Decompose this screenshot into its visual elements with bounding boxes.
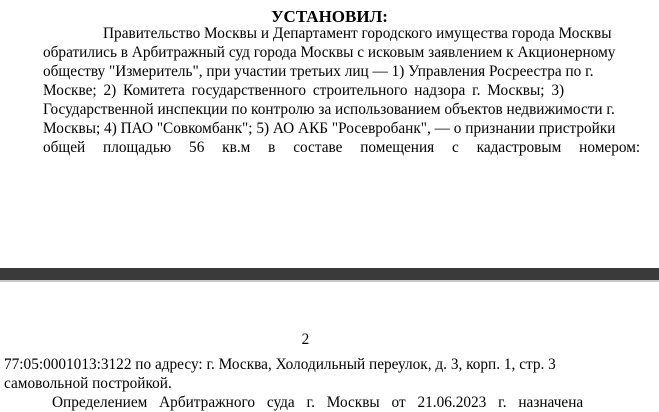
paragraph-line: Правительство Москвы и Департамент городского имущества города Москвы: [103, 25, 612, 42]
page-number: 2: [301, 331, 310, 348]
paragraph-line: Москве; 2) Комитета государственного строительного надзора г. Москвы; 3): [43, 82, 565, 99]
section-heading: УСТАНОВИЛ:: [271, 7, 388, 26]
paragraph-line: самовольной постройкой.: [4, 375, 172, 392]
paragraph-line: Определением Арбитражного суда г. Москвы от 21.06.2023 г. назначена: [52, 394, 584, 411]
paragraph-line: Москвы; 4) ПАО "Совкомбанк"; 5) АО АКБ "Росевробанк", — о признании пристройки: [43, 120, 616, 137]
paragraph-line: 77:05:0001013:3122 по адресу: г. Москва, Холодильный переулок, д. 3, корп. 1, стр. 3: [4, 356, 556, 373]
paragraph-line: Государственной инспекции по контролю за использованием объектов недвижимости г.: [43, 101, 615, 118]
paragraph-line: общей площадью 56 кв.м в составе помещения с кадастровым номером:: [43, 139, 641, 156]
paragraph-line: обратились в Арбитражный суд города Москвы с исковым заявлением к Акционерному: [43, 44, 616, 61]
paragraph-line: обществу "Измеритель", при участии третьих лиц — 1) Управления Росреестра по г.: [43, 63, 594, 80]
page-separator: [0, 268, 659, 280]
